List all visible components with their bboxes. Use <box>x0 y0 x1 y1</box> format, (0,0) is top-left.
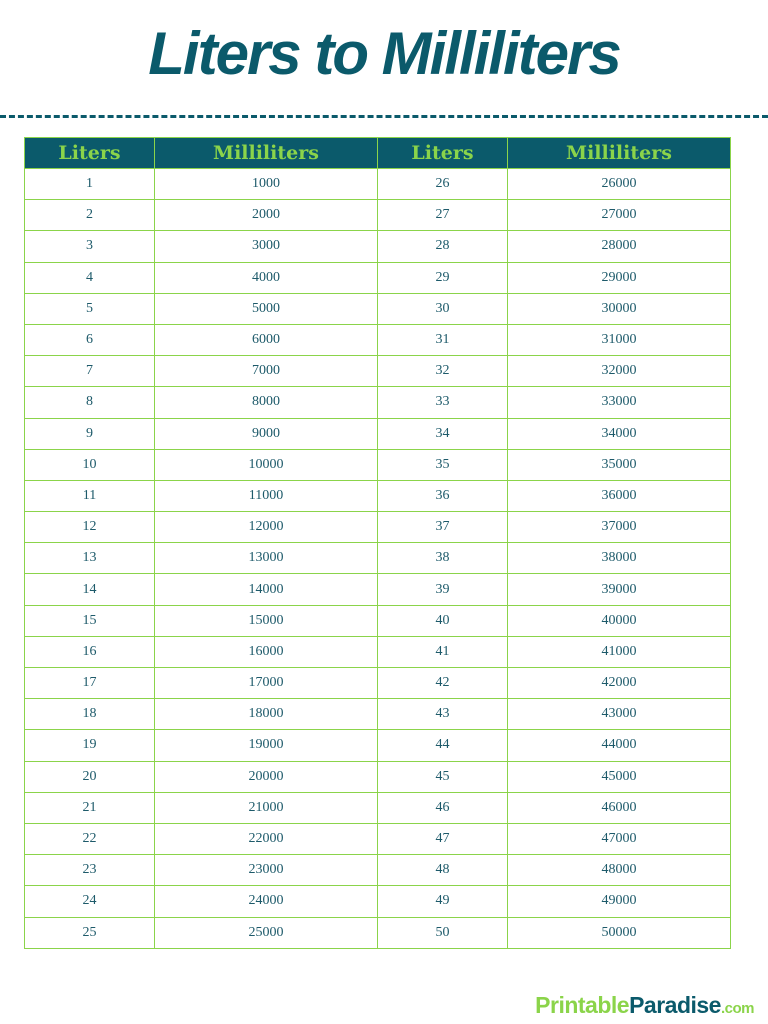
cell-milliliters-left: 4000 <box>155 262 378 293</box>
cell-milliliters-right: 49000 <box>508 886 731 917</box>
cell-liters-right: 29 <box>378 262 508 293</box>
cell-milliliters-right: 28000 <box>508 231 731 262</box>
table-row <box>25 418 731 449</box>
cell-liters-left: 15 <box>25 605 155 636</box>
cell-liters-right: 40 <box>378 605 508 636</box>
cell-milliliters-left: 1000 <box>155 169 378 200</box>
table-row <box>25 543 731 574</box>
cell-milliliters-left: 5000 <box>155 293 378 324</box>
cell-liters-right: 32 <box>378 356 508 387</box>
table-row <box>25 356 731 387</box>
cell-milliliters-right: 47000 <box>508 823 731 854</box>
cell-liters-left: 14 <box>25 574 155 605</box>
cell-liters-left: 2 <box>25 200 155 231</box>
cell-liters-left: 11 <box>25 480 155 511</box>
cell-liters-left: 7 <box>25 356 155 387</box>
cell-milliliters-left: 21000 <box>155 792 378 823</box>
cell-liters-right: 31 <box>378 324 508 355</box>
cell-milliliters-left: 25000 <box>155 917 378 948</box>
cell-milliliters-left: 10000 <box>155 449 378 480</box>
table-row <box>25 730 731 761</box>
cell-liters-left: 19 <box>25 730 155 761</box>
table-row <box>25 387 731 418</box>
cell-liters-left: 22 <box>25 823 155 854</box>
table-row <box>25 200 731 231</box>
cell-milliliters-left: 13000 <box>155 543 378 574</box>
cell-milliliters-right: 38000 <box>508 543 731 574</box>
cell-milliliters-left: 12000 <box>155 512 378 543</box>
brand-logo-part2: Paradise <box>629 992 721 1018</box>
cell-milliliters-right: 33000 <box>508 387 731 418</box>
cell-liters-right: 39 <box>378 574 508 605</box>
cell-liters-left: 3 <box>25 231 155 262</box>
cell-liters-left: 8 <box>25 387 155 418</box>
cell-milliliters-right: 50000 <box>508 917 731 948</box>
cell-liters-left: 25 <box>25 917 155 948</box>
table-row <box>25 574 731 605</box>
cell-milliliters-right: 46000 <box>508 792 731 823</box>
cell-liters-right: 26 <box>378 169 508 200</box>
cell-liters-right: 27 <box>378 200 508 231</box>
cell-liters-left: 4 <box>25 262 155 293</box>
table-row <box>25 605 731 636</box>
cell-milliliters-left: 15000 <box>155 605 378 636</box>
cell-milliliters-left: 23000 <box>155 855 378 886</box>
cell-milliliters-left: 3000 <box>155 231 378 262</box>
table-row <box>25 293 731 324</box>
table-row <box>25 231 731 262</box>
cell-liters-left: 6 <box>25 324 155 355</box>
cell-liters-right: 47 <box>378 823 508 854</box>
header-liters-left: Liters <box>25 138 155 169</box>
cell-liters-left: 13 <box>25 543 155 574</box>
cell-milliliters-right: 40000 <box>508 605 731 636</box>
table-row <box>25 169 731 200</box>
cell-liters-right: 48 <box>378 855 508 886</box>
cell-liters-right: 36 <box>378 480 508 511</box>
cell-liters-left: 1 <box>25 169 155 200</box>
cell-liters-right: 44 <box>378 730 508 761</box>
cell-milliliters-left: 18000 <box>155 699 378 730</box>
table-row <box>25 917 731 948</box>
cell-milliliters-right: 45000 <box>508 761 731 792</box>
cell-liters-right: 45 <box>378 761 508 792</box>
cell-milliliters-right: 31000 <box>508 324 731 355</box>
table-row <box>25 855 731 886</box>
dashed-divider <box>0 115 768 118</box>
cell-milliliters-left: 24000 <box>155 886 378 917</box>
cell-milliliters-left: 6000 <box>155 324 378 355</box>
table-row <box>25 792 731 823</box>
table-row <box>25 886 731 917</box>
conversion-table <box>24 137 731 949</box>
cell-liters-left: 10 <box>25 449 155 480</box>
cell-milliliters-left: 8000 <box>155 387 378 418</box>
table-body <box>25 169 731 949</box>
cell-milliliters-left: 16000 <box>155 636 378 667</box>
table-row <box>25 699 731 730</box>
table-row <box>25 512 731 543</box>
cell-liters-right: 43 <box>378 699 508 730</box>
cell-milliliters-left: 11000 <box>155 480 378 511</box>
cell-milliliters-right: 32000 <box>508 356 731 387</box>
cell-liters-left: 5 <box>25 293 155 324</box>
cell-liters-left: 12 <box>25 512 155 543</box>
table-row <box>25 449 731 480</box>
cell-milliliters-left: 2000 <box>155 200 378 231</box>
cell-milliliters-left: 9000 <box>155 418 378 449</box>
header-milliliters-left: Milliliters <box>155 138 378 169</box>
brand-logo-part3: .com <box>720 1000 754 1017</box>
cell-liters-right: 33 <box>378 387 508 418</box>
cell-liters-right: 41 <box>378 636 508 667</box>
table-row <box>25 761 731 792</box>
cell-liters-right: 49 <box>378 886 508 917</box>
cell-milliliters-left: 14000 <box>155 574 378 605</box>
cell-liters-left: 21 <box>25 792 155 823</box>
cell-liters-right: 28 <box>378 231 508 262</box>
cell-milliliters-left: 19000 <box>155 730 378 761</box>
cell-milliliters-left: 7000 <box>155 356 378 387</box>
cell-milliliters-right: 39000 <box>508 574 731 605</box>
cell-milliliters-right: 37000 <box>508 512 731 543</box>
table-row <box>25 823 731 854</box>
cell-liters-right: 37 <box>378 512 508 543</box>
table-row <box>25 668 731 699</box>
cell-milliliters-right: 35000 <box>508 449 731 480</box>
table-row <box>25 324 731 355</box>
cell-liters-left: 23 <box>25 855 155 886</box>
cell-liters-left: 18 <box>25 699 155 730</box>
brand-logo-part1: Printable <box>535 992 630 1018</box>
table-row <box>25 636 731 667</box>
table-header-row <box>25 138 731 169</box>
cell-milliliters-right: 42000 <box>508 668 731 699</box>
cell-milliliters-left: 22000 <box>155 823 378 854</box>
cell-liters-left: 24 <box>25 886 155 917</box>
cell-milliliters-right: 26000 <box>508 169 731 200</box>
header-milliliters-right: Milliliters <box>508 138 731 169</box>
cell-milliliters-right: 36000 <box>508 480 731 511</box>
cell-liters-right: 46 <box>378 792 508 823</box>
cell-liters-right: 42 <box>378 668 508 699</box>
cell-liters-right: 38 <box>378 543 508 574</box>
cell-milliliters-left: 20000 <box>155 761 378 792</box>
cell-milliliters-right: 48000 <box>508 855 731 886</box>
cell-liters-left: 20 <box>25 761 155 792</box>
cell-liters-right: 34 <box>378 418 508 449</box>
table-row <box>25 480 731 511</box>
cell-milliliters-right: 29000 <box>508 262 731 293</box>
cell-milliliters-right: 34000 <box>508 418 731 449</box>
header-liters-right: Liters <box>378 138 508 169</box>
cell-liters-left: 16 <box>25 636 155 667</box>
page-title: Liters to Milliliters <box>148 20 620 87</box>
cell-liters-left: 9 <box>25 418 155 449</box>
cell-milliliters-right: 30000 <box>508 293 731 324</box>
cell-milliliters-right: 41000 <box>508 636 731 667</box>
table-row <box>25 262 731 293</box>
cell-liters-right: 35 <box>378 449 508 480</box>
cell-liters-right: 30 <box>378 293 508 324</box>
cell-liters-left: 17 <box>25 668 155 699</box>
cell-milliliters-left: 17000 <box>155 668 378 699</box>
cell-milliliters-right: 43000 <box>508 699 731 730</box>
brand-logo <box>535 992 754 1019</box>
cell-liters-right: 50 <box>378 917 508 948</box>
cell-milliliters-right: 44000 <box>508 730 731 761</box>
cell-milliliters-right: 27000 <box>508 200 731 231</box>
